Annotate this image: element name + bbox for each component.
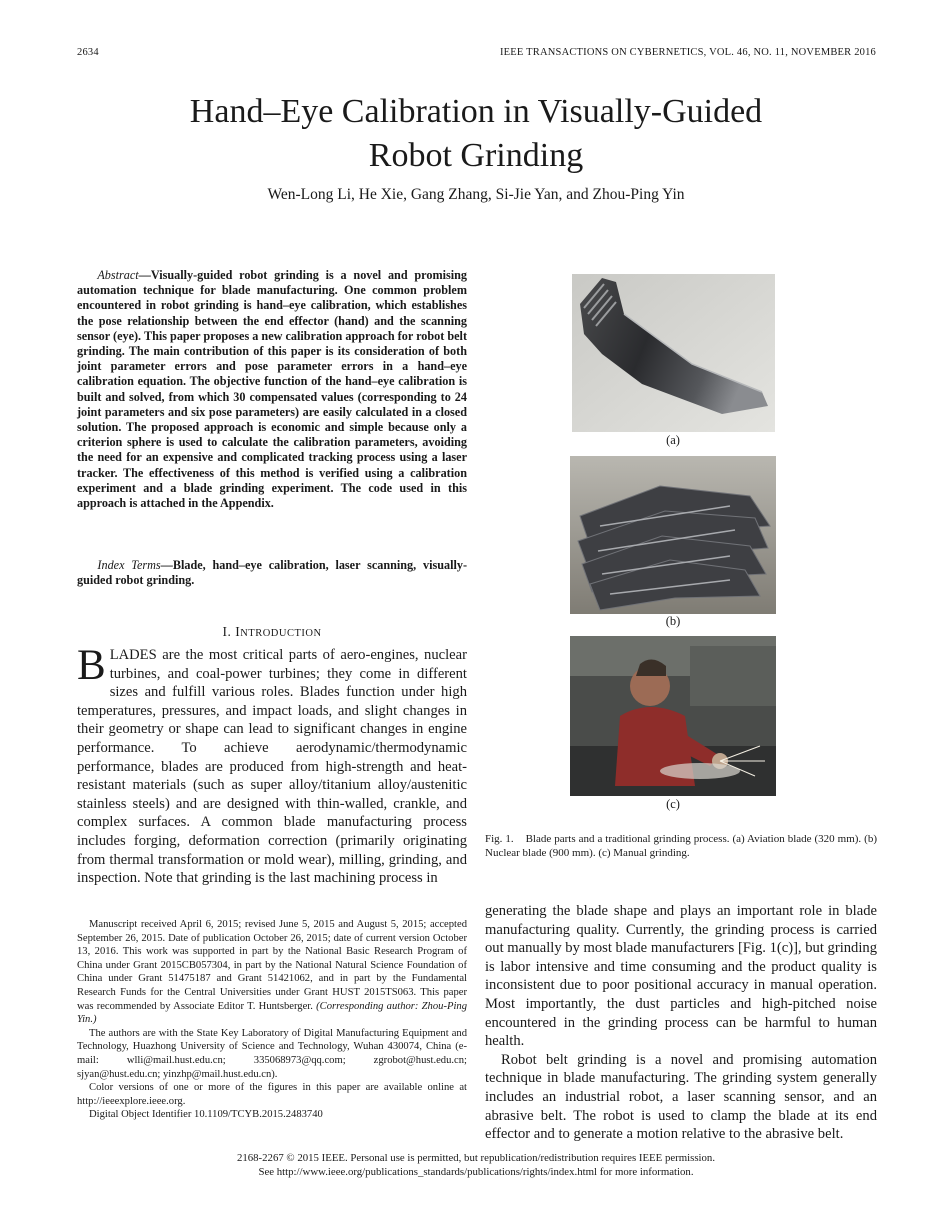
intro-first-word: LADES xyxy=(109,647,157,663)
copyright-line-1: 2168-2267 © 2015 IEEE. Personal use is permitted, but republication/redistribution requires IEEE permission. xyxy=(236,1152,716,1164)
drop-cap: B xyxy=(77,642,106,689)
section-number: I. xyxy=(222,624,232,639)
figure-label-b: (b) xyxy=(665,614,681,628)
figure-aviation-blade xyxy=(572,274,775,432)
page-number: 2634 xyxy=(77,47,99,58)
figure-label-a: (a) xyxy=(666,433,680,447)
footnote xyxy=(77,918,467,1122)
footnote-color-note: Color versions of one or more of the figures in this paper are available online at http://ieeexplore.ieee.org. xyxy=(77,1082,467,1107)
index-terms-text: —Blade, hand–eye calibration, laser scanning, visually-guided robot grinding. xyxy=(77,558,468,588)
copyright-notice xyxy=(0,1151,952,1179)
right-paragraph-1: generating the blade shape and plays an important role in blade manufacturing quality. Currently, the grinding process is carried out manually by most blade manufacturers [Fig. 1(c)], but grinding is labor intensive and time consuming and the product quality is inconsistent due to poor positional accuracy in manual operation. Most importantly, the dust particles and high-pitched noise encountered in the grinding process can be harmful to human health. xyxy=(485,903,877,1050)
corresponding-author: (Corresponding author: Zhou-Ping Yin.) xyxy=(77,1000,467,1026)
journal-header: IEEE TRANSACTIONS ON CYBERNETICS, VOL. 46, NO. 11, NOVEMBER 2016 xyxy=(499,47,876,58)
footnote-affiliation: The authors are with the State Key Laboratory of Digital Manufacturing Equipment and Technology, Huazhong University of Science and Technology, Wuhan 430074, China (e-mail: wlli@mail.hust.edu.cn; 335068973@qq.com; zgrobot@hust.edu.cn; sjyan@hust.edu.cn; yinzhp@mail.hust.edu.cn). xyxy=(77,1027,467,1080)
section-title-initial: I xyxy=(235,624,241,639)
abstract-text: —Visually-guided robot grinding is a novel and promising automation technique for blade manufacturing. One common problem encountered in robot grinding is hand–eye calibration, which establishes the pose relationship between the end effector (hand) and the scanning sensor (eye). This paper proposes a new calibration approach for robot belt grinding. The main contribution of this paper is its consideration of both joint parameter errors and pose parameter errors in a hand–eye calibration equation. The objective function of the hand–eye calibration is built and solved, from which 30 compensated values (corresponding to 24 joint parameters and six pose parameters) are easily calculated in a closed solution. The proposed approach is economic and simple because only a criterion sphere is used to calculate the calibration parameters, avoiding the need for an expensive and complicated tracking process using a laser tracker. The effectiveness of this method is verified using a calibration experiment and a blade grinding experiment. The code used in this approach is attached in the Appendix. xyxy=(77,268,467,511)
section-heading xyxy=(77,624,467,640)
figure-label-c: (c) xyxy=(666,797,680,811)
author-list: Wen-Long Li, He Xie, Gang Zhang, Si-Jie Yan, and Zhou-Ping Yin xyxy=(267,186,685,203)
right-column-text xyxy=(485,902,877,1144)
title-line-1: Hand–Eye Calibration in Visually-Guided xyxy=(189,93,763,130)
index-terms-label: Index Terms xyxy=(97,558,161,572)
intro-paragraph xyxy=(77,642,467,888)
abstract xyxy=(77,268,467,511)
section-title-rest: NTRODUCTION xyxy=(240,628,322,639)
abstract-label: Abstract xyxy=(97,268,139,282)
footnote-doi: Digital Object Identifier 10.1109/TCYB.2015.2483740 xyxy=(89,1109,323,1121)
intro-text: are the most critical parts of aero-engines, nuclear turbines, and coal-power turbines; they come in different sizes and fulfill various roles. Blades function under high temperatures, pressures, and impact loads, and slight changes in their geometry or shape can lead to significant changes in engine performance. To achieve aerodynamic/thermodynamic performance, blades are produced from high-strength and heat-resistant materials (such as super alloy/titanium alloy/austenitic stainless steels) and are designed with thin-walled, crankle, and complex surfaces. A common blade manufacturing process includes forging, deformation correction (primarily originating from thermal transformation or mold wear), milling, grinding, and inspection. Note that grinding is the last machining process in xyxy=(77,647,467,887)
copyright-line-2: See http://www.ieee.org/publications_standards/publications/rights/index.html for more information. xyxy=(258,1166,694,1178)
figure-caption: Fig. 1. Blade parts and a traditional grinding process. (a) Aviation blade (320 mm). (b) Nuclear blade (900 mm). (c) Manual grinding. xyxy=(485,833,880,859)
paper-title xyxy=(0,90,952,178)
footnote-manuscript: Manuscript received April 6, 2015; revised June 5, 2015 and August 5, 2015; accepted September 26, 2015. Date of publication October 26, 2015; date of current version October 13, 2016. This work was supported in part by the National Basic Research Program of China under Grant 2015CB057304, in part by the National Natural Science Foundation of China under Grant 51475187 and Grant 51421062, and in part by the Fundamental Research Funds for the Central Universities under Grant HUST 2015TS063. This paper was recommended by Associate Editor T. Huntsberger. (Corresponding author: Zhou-Ping Yin.) xyxy=(77,919,467,1026)
figure-manual-grinding xyxy=(570,636,776,796)
title-line-2: Robot Grinding xyxy=(368,137,584,174)
figure-nuclear-blades xyxy=(570,456,776,614)
right-paragraph-2: Robot belt grinding is a novel and promising automation technique in blade manufacturing. The grinding system generally includes an industrial robot, a laser scanning sensor, and an abrasive belt. The robot is used to clamp the blade at its end effector and to generate a motion relative to the abrasive belt. xyxy=(485,1051,877,1143)
index-terms xyxy=(77,558,467,588)
